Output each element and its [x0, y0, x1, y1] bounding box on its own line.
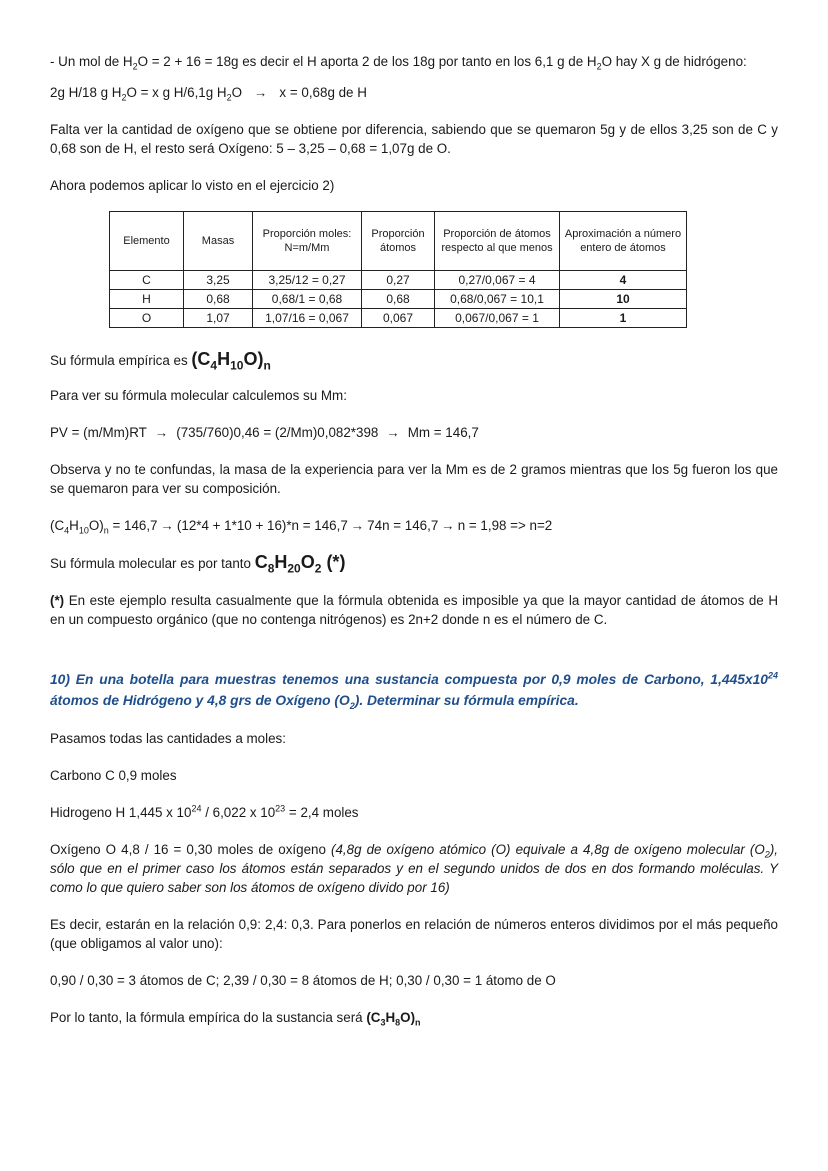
- equation-n-value: $(C_4H_{10}O)_n = 146,7 \to (12*4 + 1*10 + 16)*n = 146,7 \to 74n = 146,7 \to n = 1,98 => n=2$: [50, 518, 553, 536]
- table-row: [110, 290, 687, 309]
- cell-integer: 10: [560, 290, 687, 309]
- table-row: [110, 271, 687, 290]
- th-masas: Masas: [184, 212, 253, 271]
- empirical-formula-line: Su fórmula empírica es $(C_4H_{10}O)_n$: [50, 349, 271, 373]
- cell-moles: 0,68/1 = 0,68: [253, 290, 362, 309]
- cell-integer: 1: [560, 309, 687, 328]
- paragraph-to-moles: Pasamos todas las cantidades a moles:: [50, 731, 286, 746]
- th-proporcion-respecto: Proporción de átomos respecto al que menos: [435, 212, 560, 271]
- arrow-icon: →: [154, 425, 169, 440]
- arrow-icon: →: [350, 518, 365, 533]
- line-hidrogeno: Hidrogeno H 1,445 x $10^{24} / 6,022$ x $10^{23} = 2,4$ moles: [50, 803, 359, 820]
- paragraph-apply-exercise: Ahora podemos aplicar lo visto en el ejercicio 2): [50, 178, 335, 193]
- cell-moles: 3,25/12 = 0,27: [253, 271, 362, 290]
- equation-ideal-gas: PV = (m/Mm)RT → (735/760)0,46 = (2/Mm)0,082*398 → Mm = 146,7: [50, 425, 479, 440]
- cell-element: C: [110, 271, 184, 290]
- problem-10-heading: 10) En una botella para muestras tenemos una sustancia compuesta por 0,9 moles de Carbono, $1,445x10^{24}$ átomos de Hidrógeno y 4,8 grs de Oxígeno $(O_2)$. Determinar su fórmula empírica.: [50, 670, 778, 711]
- th-aproximacion: Aproximación a número entero de átomos: [560, 212, 687, 271]
- cell-mass: 3,25: [184, 271, 253, 290]
- arrow-icon: →: [386, 425, 400, 440]
- equation-hydrogen-mass: 2g H/18 g $H_2O = x$ g H/6,1g $H_2O \to x = 0,68g$ de H: [50, 85, 367, 103]
- table-row: [110, 309, 687, 328]
- paragraph-relation: Es decir, estarán en la relación 0,9: 2,4: 0,3. Para ponerlos en relación de números enteros dividimos por el más pequeño (que obligamos al valor uno):: [50, 917, 778, 951]
- cell-moles: 1,07/16 = 0,067: [253, 309, 362, 328]
- table-header-row: [110, 212, 687, 271]
- th-proporcion-atomos: Proporción átomos: [362, 212, 435, 271]
- line-carbono: Carbono C 0,9 moles: [50, 768, 177, 783]
- paragraph-mol-water: - Un mol de $H_2O = 2 + 16 = 18g$ es decir el H aporta 2 de los 18g por tanto en los 6,1 g de $H_2O$ hay X g de hidrógeno:: [50, 54, 747, 72]
- arrow-icon: →: [160, 518, 174, 533]
- cell-atoms: 0,68: [362, 290, 435, 309]
- paragraph-molecular-intro: Para ver su fórmula molecular calculemos su Mm:: [50, 388, 347, 403]
- line-oxigeno: Oxígeno O 4,8 / 16 = 0,30 moles de oxígeno (4,8g de oxígeno atómico (O) equivale a 4,8g de oxígeno molecular $(O_2)$, sólo que en el primer caso los átomos están separados y en el segundo unidos de dos en dos formando moléculas. Y como lo que quiero saber son los átomos de oxígeno divido por 16): [50, 842, 778, 895]
- final-formula: $(C_3H_8O)_n$: [366, 1010, 421, 1028]
- molecular-formula: $C_8H_{20}O_2$ (*): [254, 552, 346, 576]
- cell-atoms: 0,27: [362, 271, 435, 290]
- paragraph-oxygen-difference: Falta ver la cantidad de oxígeno que se obtiene por diferencia, sabiendo que se quemaron 5g y de ellos 3,25 son de C y 0,68 son de H, el resto será Oxígeno: 5 – 3,25 – 0,68 = 1,07g de O.: [50, 122, 778, 156]
- final-formula-line: Por lo tanto, la fórmula empírica do la sustancia será $(C_3H_8O)_n$: [50, 1010, 421, 1028]
- cell-element: O: [110, 309, 184, 328]
- cell-integer: 4: [560, 271, 687, 290]
- paragraph-observe: Observa y no te confundas, la masa de la experiencia para ver la Mm es de 2 gramos mientras que los 5g fueron los que se quemaron para ver su composición.: [50, 462, 778, 496]
- arrow-icon: →: [441, 518, 455, 533]
- th-elemento: Elemento: [110, 212, 184, 271]
- line-division-results: 0,90 / 0,30 = 3 átomos de C; 2,39 / 0,30 = 8 átomos de H; 0,30 / 0,30 = 1 átomo de O: [50, 973, 556, 988]
- molecular-formula-line: Su fórmula molecular es por tanto $C_8H_{20}O_2$ (*): [50, 552, 346, 576]
- cell-ratio: 0,68/0,067 = 10,1: [435, 290, 560, 309]
- arrow-icon: →: [254, 85, 268, 100]
- cell-element: H: [110, 290, 184, 309]
- cell-atoms: 0,067: [362, 309, 435, 328]
- cell-mass: 1,07: [184, 309, 253, 328]
- document-page: [50, 52, 778, 1027]
- footnote: (*) En este ejemplo resulta casualmente que la fórmula obtenida es imposible ya que la mayor cantidad de átomos de H en un compuesto orgánico (que no contenga nitrógenos) es 2n+2 donde n es el número de C.: [50, 593, 778, 627]
- th-proporcion-moles: Proporción moles: N=m/Mm: [253, 212, 362, 271]
- composition-table: [109, 211, 687, 328]
- cell-ratio: 0,067/0,067 = 1: [435, 309, 560, 328]
- cell-mass: 0,68: [184, 290, 253, 309]
- cell-ratio: 0,27/0,067 = 4: [435, 271, 560, 290]
- empirical-formula: $(C_4H_{10}O)_n$: [191, 349, 271, 373]
